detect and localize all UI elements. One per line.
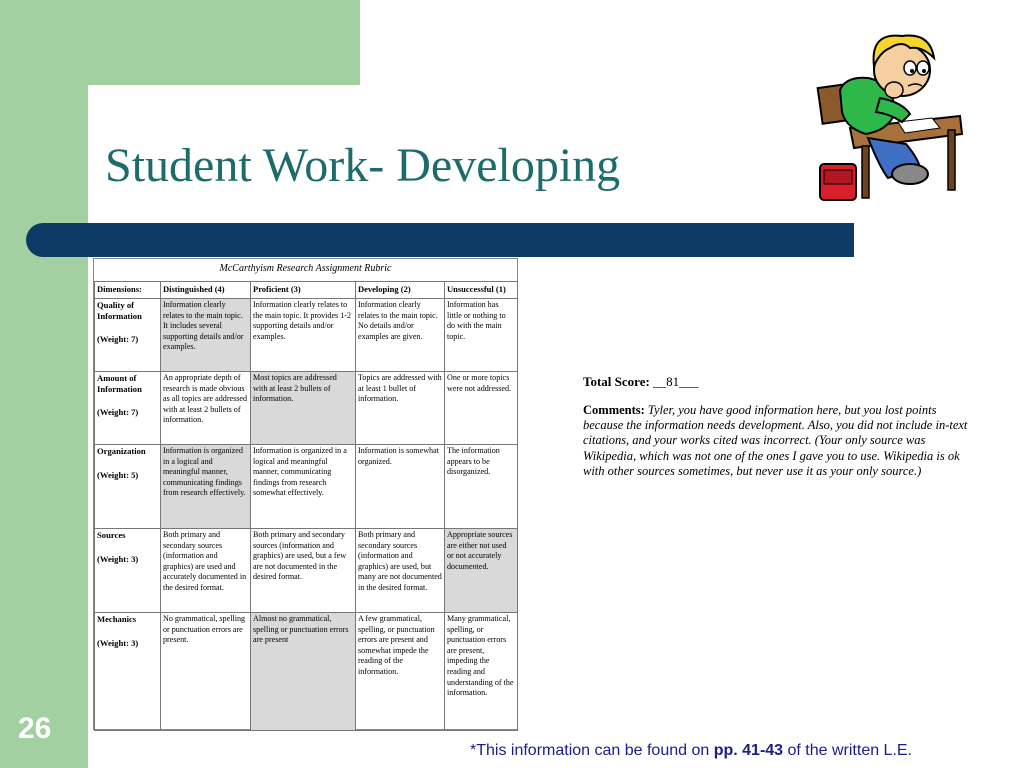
dimension-label: Sources: [97, 530, 126, 540]
rubric-dimension: [95, 445, 161, 529]
rubric-header-cell: Proficient (3): [251, 282, 356, 299]
dimension-label: Organization: [97, 446, 146, 456]
rubric-title: McCarthyism Research Assignment Rubric: [219, 263, 392, 274]
dimension-label: Mechanics: [97, 614, 137, 624]
rubric-header-cell: Distinguished (4): [161, 282, 251, 299]
rubric-table: [94, 281, 518, 731]
dimension-weight: (Weight: 3): [97, 553, 139, 564]
rubric-row: [95, 299, 518, 372]
rubric-header-cell: Unsuccessful (1): [445, 282, 518, 299]
background-green-left: [0, 0, 88, 768]
rubric-scan: [93, 258, 518, 730]
rubric-row: [95, 372, 518, 445]
dimension-weight: (Weight: 5): [97, 469, 139, 480]
rubric-dimension: [95, 299, 161, 372]
rubric-header-cell: Developing (2): [356, 282, 445, 299]
rubric-cell: Both primary and secondary sources (information and graphics) are used, but a few are not documented in the desired format.: [251, 529, 356, 613]
comments-label: Comments:: [583, 403, 645, 417]
title-divider-bar: [26, 223, 854, 257]
rubric-cell: Information clearly relates to the main topic. No details and/or examples are given.: [356, 299, 445, 372]
rubric-cell: Information is organized in a logical and meaningful manner, communicating findings from research somewhat effectively.: [251, 445, 356, 529]
rubric-cell: The information appears to be disorganized.: [445, 445, 518, 529]
rubric-dimension: [95, 529, 161, 613]
dimension-label: Quality of Information: [97, 300, 142, 321]
rubric-cell: A few grammatical, spelling, or punctuation errors are present and somewhat impede the reading of the information.: [356, 613, 445, 731]
rubric-row: [95, 529, 518, 613]
student-at-desk-clipart: [810, 18, 970, 208]
dimension-weight: (Weight: 7): [97, 407, 139, 418]
dimension-weight: (Weight: 3): [97, 637, 139, 648]
rubric-cell: Information clearly relates to the main topic. It provides 1-2 supporting details and/or examples.: [251, 299, 356, 372]
rubric-dimension: [95, 613, 161, 731]
rubric-cell: Information has little or nothing to do with the main topic.: [445, 299, 518, 372]
comments-text: Tyler, you have good information here, but you lost points because the information needs development. Also, you did not include in-text citations, and your works cited was incorrect. (Your only source was Wikipedia, which was not one of the ones I gave you to use. Wikipedia is ok with other sources sometimes, but never use it as your only source.): [583, 403, 968, 478]
rubric-cell: Both primary and secondary sources (information and graphics) are used, but many are not documented in the desired format.: [356, 529, 445, 613]
total-score: [583, 374, 699, 390]
rubric-row: [95, 613, 518, 731]
rubric-cell: One or more topics were not addressed.: [445, 372, 518, 445]
rubric-cell: Appropriate sources are either not used or not accurately documented.: [445, 529, 518, 613]
rubric-cell: Information is somewhat organized.: [356, 445, 445, 529]
rubric-cell: An appropriate depth of research is made obvious as all topics are addressed with at least 2 bullets of information.: [161, 372, 251, 445]
rubric-cell: Information clearly relates to the main topic. It includes several supporting details and/or examples.: [161, 299, 251, 372]
footnote-pages: pp. 41-43: [713, 742, 784, 759]
rubric-row: [95, 445, 518, 529]
total-score-value: __81___: [649, 374, 699, 389]
footnote-suffix: of the written L.E.: [783, 742, 913, 759]
dimension-label: Amount of Information: [97, 373, 142, 394]
rubric-cell: Almost no grammatical, spelling or punctuation errors are present: [251, 613, 356, 731]
slide-title: Student Work- Developing: [105, 139, 621, 192]
rubric-header-row: [95, 282, 518, 299]
slide-number: 26: [18, 712, 52, 745]
rubric-cell: Many grammatical, spelling, or punctuation errors are present, impeding the reading and understanding of the information.: [445, 613, 518, 731]
dimension-weight: (Weight: 7): [97, 334, 139, 345]
rubric-cell: Information is organized in a logical and meaningful manner, communicating findings from research effectively.: [161, 445, 251, 529]
rubric-cell: Topics are addressed with at least 1 bullet of information.: [356, 372, 445, 445]
total-score-label: Total Score:: [583, 374, 650, 389]
rubric-cell: Most topics are addressed with at least 2 bullets of information.: [251, 372, 356, 445]
rubric-cell: No grammatical, spelling or punctuation errors are present.: [161, 613, 251, 731]
footnote: [470, 742, 912, 760]
rubric-header-cell: Dimensions:: [95, 282, 161, 299]
teacher-comments: [583, 403, 968, 479]
rubric-cell: Both primary and secondary sources (information and graphics) are used and accurately documented in the desired format.: [161, 529, 251, 613]
footnote-prefix: *This information can be found on: [470, 742, 714, 759]
rubric-dimension: [95, 372, 161, 445]
